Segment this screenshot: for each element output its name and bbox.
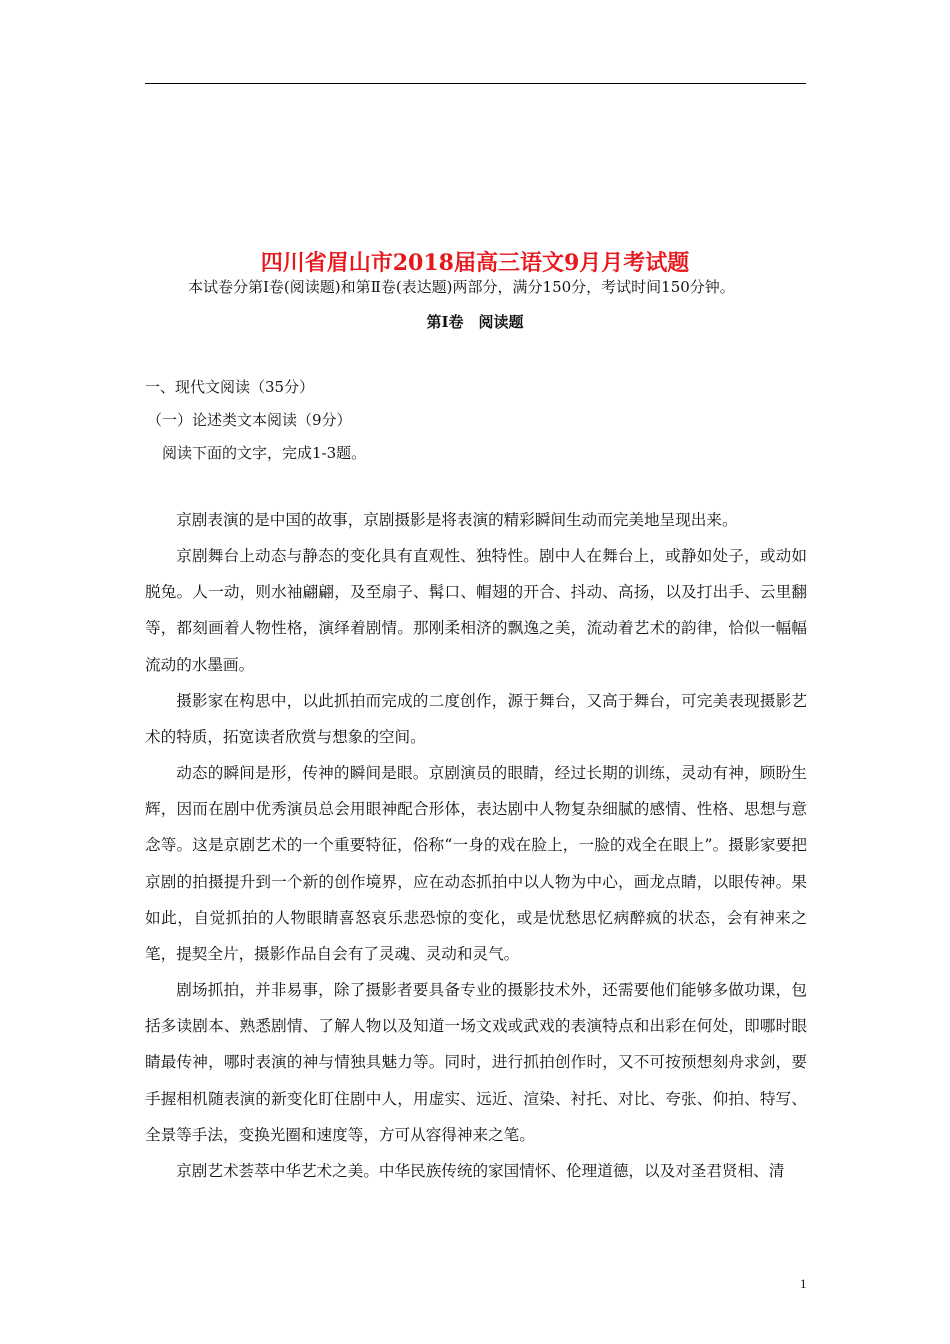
part-heading: 一、现代文阅读（35分） [145,378,315,396]
subpart-heading: （一）论述类文本阅读（9分） [147,411,352,429]
reading-instruction: 阅读下面的文字，完成1-3题。 [162,444,367,462]
passage-paragraph-6: 京剧艺术荟萃中华艺术之美。中华民族传统的家国情怀、伦理道德，以及对圣君贤相、清 [176,1162,785,1180]
passage-paragraph-2: 京剧舞台上动态与静态的变化具有直观性、独特性。剧中人在舞台上，或静如处子，或动如脱兔。人一动，则水袖翩翩，及至扇子、髯口、帽翅的开合、抖动、高扬，以及打出手、云里翻等，都刻画着人物性格，演绎着剧情。那刚柔相济的飘逸之美，流动着艺术的韵律，恰似一幅幅流动的水墨画。 [145,547,807,674]
document-title: 四川省眉山市2018届高三语文9月月考试题 [260,250,690,276]
passage-paragraph-3: 摄影家在构思中，以此抓拍而完成的二度创作，源于舞台，又高于舞台，可完美表现摄影艺术的特质，拓宽读者欣赏与想象的空间。 [145,692,807,747]
exam-intro: 本试卷分第Ⅰ卷(阅读题)和第Ⅱ卷(表达题)两部分，满分150分，考试时间150分钟。 [188,278,735,296]
page-number: 1 [800,1276,807,1291]
header-rule [145,83,806,84]
passage-paragraph-5: 剧场抓拍，并非易事，除了摄影者要具备专业的摄影技术外，还需要他们能够多做功课，包括多读剧本、熟悉剧情、了解人物以及知道一场文戏或武戏的表演特点和出彩在何处，即哪时眼睛最传神，哪时表演的神与情独具魅力等。同时，进行抓拍创作时，又不可按预想刻舟求剑，要手握相机随表演的新变化盯住剧中人，用虚实、远近、渲染、衬托、对比、夸张、仰拍、特写、全景等手法，变换光圈和速度等，方可从容得神来之笔。 [145,981,807,1144]
section-heading: 第Ⅰ卷 阅读题 [426,313,524,331]
passage-paragraph-4: 动态的瞬间是形，传神的瞬间是眼。京剧演员的眼睛，经过长期的训练，灵动有神，顾盼生辉，因而在剧中优秀演员总会用眼神配合形体，表达剧中人物复杂细腻的感情、性格、思想与意念等。这是京剧艺术的一个重要特征，俗称“一身的戏在脸上，一脸的戏全在眼上”。摄影家要把京剧的拍摄提升到一个新的创作境界，应在动态抓拍中以人物为中心，画龙点睛，以眼传神。果如此，自觉抓拍的人物眼睛喜怒哀乐悲恐惊的变化，或是忧愁思忆病醉疯的状态，会有神来之笔，提契全片，摄影作品自会有了灵魂、灵动和灵气。 [145,764,807,964]
passage-paragraph-1: 京剧表演的是中国的故事，京剧摄影是将表演的精彩瞬间生动而完美地呈现出来。 [176,511,738,529]
